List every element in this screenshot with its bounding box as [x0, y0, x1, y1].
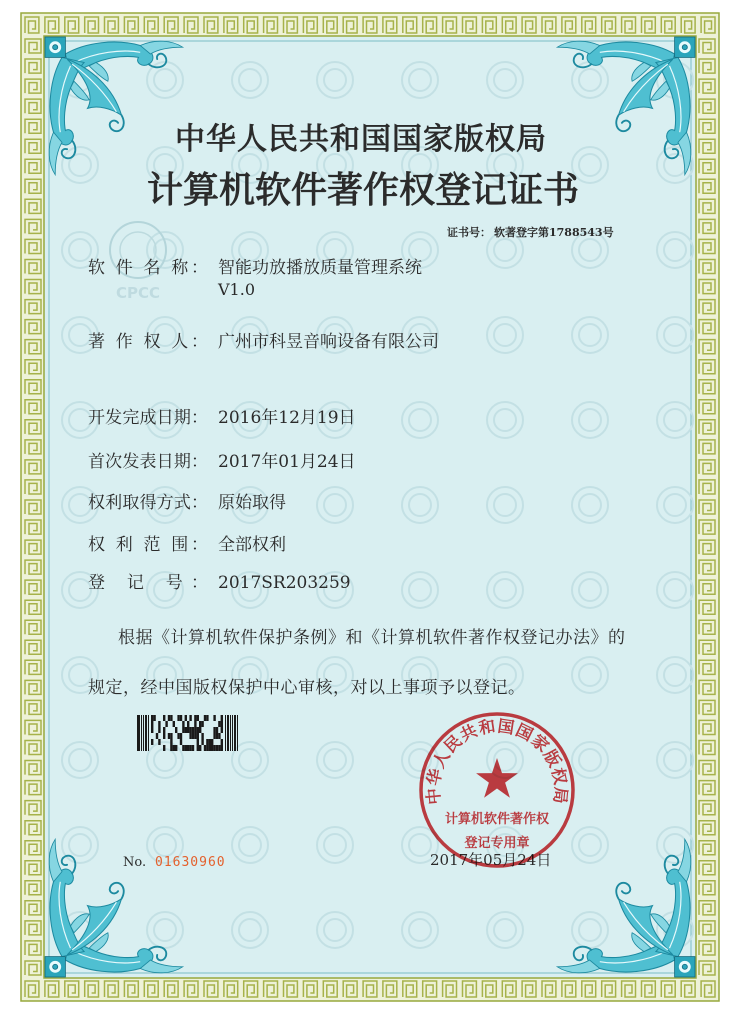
barcode-module: [182, 721, 184, 727]
certificate-number-label: 证书号：: [447, 226, 491, 239]
barcode-module: [211, 745, 213, 751]
barcode-module: [216, 727, 218, 733]
barcode-module: [182, 727, 184, 733]
field-value: 2017SR203259: [218, 573, 351, 593]
barcode-module: [204, 715, 206, 721]
barcode-module: [158, 739, 160, 745]
barcode-module: [206, 715, 208, 721]
barcode-module: [201, 739, 203, 745]
barcode-module: [189, 727, 191, 733]
barcode-module: [180, 739, 182, 745]
barcode-module: [216, 733, 218, 739]
barcode-module: [218, 721, 220, 727]
barcode-module: [163, 715, 165, 721]
barcode-module: [209, 739, 211, 745]
seal-line-1: 计算机软件著作权: [444, 812, 550, 827]
barcode-module: [182, 745, 184, 751]
barcode-module: [153, 715, 155, 721]
barcode-module: [192, 745, 194, 751]
barcode-module: [192, 733, 194, 739]
field-row-publication-date: [88, 451, 356, 473]
barcode-module: [234, 715, 236, 751]
barcode-module: [175, 727, 177, 733]
issue-date: 2017年05月24日: [430, 851, 552, 869]
barcode-module: [211, 739, 213, 745]
field-label: 软 件 名 称：: [88, 258, 208, 278]
barcode-module: [197, 739, 199, 745]
barcode-module: [197, 727, 199, 733]
barcode-module: [201, 721, 203, 727]
barcode-module: [218, 733, 220, 739]
field-row-completion-date: [88, 407, 356, 429]
barcode-module: [221, 727, 223, 733]
barcode-module: [177, 733, 179, 739]
barcode-module: [141, 715, 142, 751]
barcode-module: [170, 715, 172, 721]
barcode-module: [206, 745, 208, 751]
field-value: 2016年12月19日: [218, 408, 356, 428]
official-seal: [412, 705, 582, 875]
barcode-module: [199, 727, 201, 733]
statement-line-2: 规定，经中国版权保护中心审核，对以上事项予以登记。: [88, 678, 526, 698]
barcode-module: [145, 715, 147, 751]
barcode-module: [170, 733, 172, 739]
field-value: 广州市科昱音响设备有限公司: [218, 332, 439, 352]
field-value: 2017年01月24日: [218, 452, 356, 472]
barcode-module: [227, 715, 229, 751]
barcode-module: [199, 745, 201, 751]
barcode-module: [230, 715, 231, 751]
barcode-module: [221, 739, 223, 745]
barcode-module: [213, 727, 215, 733]
barcode: [137, 715, 238, 751]
barcode-module: [148, 715, 149, 751]
barcode-module: [185, 715, 187, 721]
barcode-module: [151, 727, 153, 733]
barcode-module: [194, 721, 196, 727]
certificate-title: 计算机软件著作权登记证书: [146, 169, 579, 211]
field-label: 开发完成日期：: [88, 408, 208, 428]
barcode-module: [180, 715, 182, 721]
field-value: 全部权利: [218, 535, 286, 555]
barcode-module: [194, 727, 196, 733]
barcode-module: [175, 745, 177, 751]
barcode-module: [194, 733, 196, 739]
barcode-module: [177, 715, 179, 721]
barcode-module: [187, 727, 189, 733]
field-row-software-name: [88, 257, 422, 279]
seal-arc-textpath: 中华人民共和国国家版权局: [423, 716, 571, 806]
field-value: 智能功放播放质量管理系统: [218, 258, 422, 278]
barcode-module: [168, 715, 170, 721]
barcode-module: [163, 733, 165, 739]
statement-line-1: 根据《计算机软件保护条例》和《计算机软件著作权登记办法》的: [118, 628, 626, 648]
barcode-module: [168, 733, 170, 739]
barcode-module: [158, 727, 160, 733]
issuer-heading: 中华人民共和国国家版权局: [175, 122, 547, 157]
field-label: 权利取得方式：: [88, 493, 208, 513]
barcode-module: [156, 733, 158, 739]
field-row-acquisition-method: [88, 492, 286, 514]
field-label: 权 利 范 围：: [88, 535, 208, 555]
barcode-module: [218, 745, 220, 751]
barcode-module: [194, 715, 196, 721]
certificate-number: 软著登字第1788543号: [494, 226, 614, 239]
field-row-rights-scope: [88, 534, 286, 556]
barcode-module: [213, 733, 215, 739]
barcode-module: [137, 715, 140, 751]
barcode-module: [163, 727, 165, 733]
barcode-module: [151, 715, 153, 721]
barcode-module: [221, 715, 223, 721]
barcode-module: [143, 715, 144, 751]
barcode-module: [151, 721, 153, 727]
barcode-module: [204, 745, 206, 751]
field-row-copyright-owner: [88, 331, 439, 353]
field-label: 登 记 号：: [88, 573, 208, 593]
barcode-module: [199, 721, 201, 727]
barcode-module: [232, 715, 233, 751]
barcode-module: [206, 739, 208, 745]
barcode-module: [216, 745, 218, 751]
barcode-module: [221, 745, 223, 751]
barcode-module: [151, 739, 153, 745]
barcode-module: [173, 721, 175, 727]
field-label: 著 作 权 人：: [88, 332, 208, 352]
barcode-module: [187, 745, 189, 751]
barcode-module: [221, 721, 223, 727]
seal-star-icon: [476, 758, 518, 798]
barcode-module: [185, 727, 187, 733]
seal-line-2: 登记专用章: [464, 836, 530, 851]
software-version: V1.0: [218, 280, 255, 299]
field-row-registration-number: [88, 572, 351, 594]
field-value: 原始取得: [218, 493, 286, 513]
barcode-module: [197, 715, 199, 721]
field-label: 首次发表日期：: [88, 452, 208, 472]
barcode-module: [185, 745, 187, 751]
barcode-module: [189, 745, 191, 751]
barcode-module: [163, 745, 165, 751]
barcode-module: [158, 721, 160, 727]
barcode-module: [201, 733, 203, 739]
barcode-module: [165, 721, 167, 727]
barcode-module: [237, 715, 238, 751]
serial-number: 01630960: [155, 855, 226, 870]
barcode-module: [180, 733, 182, 739]
barcode-module: [197, 745, 199, 751]
barcode-module: [225, 715, 226, 751]
barcode-module: [209, 745, 211, 751]
barcode-module: [170, 745, 172, 751]
barcode-module: [213, 715, 215, 721]
serial-number-label: No.: [123, 855, 147, 870]
logo-lettering: CPCC: [115, 284, 161, 302]
barcode-module: [192, 727, 194, 733]
barcode-module: [213, 745, 215, 751]
barcode-module: [189, 715, 191, 721]
barcode-module: [173, 745, 175, 751]
barcode-module: [187, 721, 189, 727]
barcode-module: [189, 733, 191, 739]
barcode-module: [170, 739, 172, 745]
barcode-module: [197, 733, 199, 739]
